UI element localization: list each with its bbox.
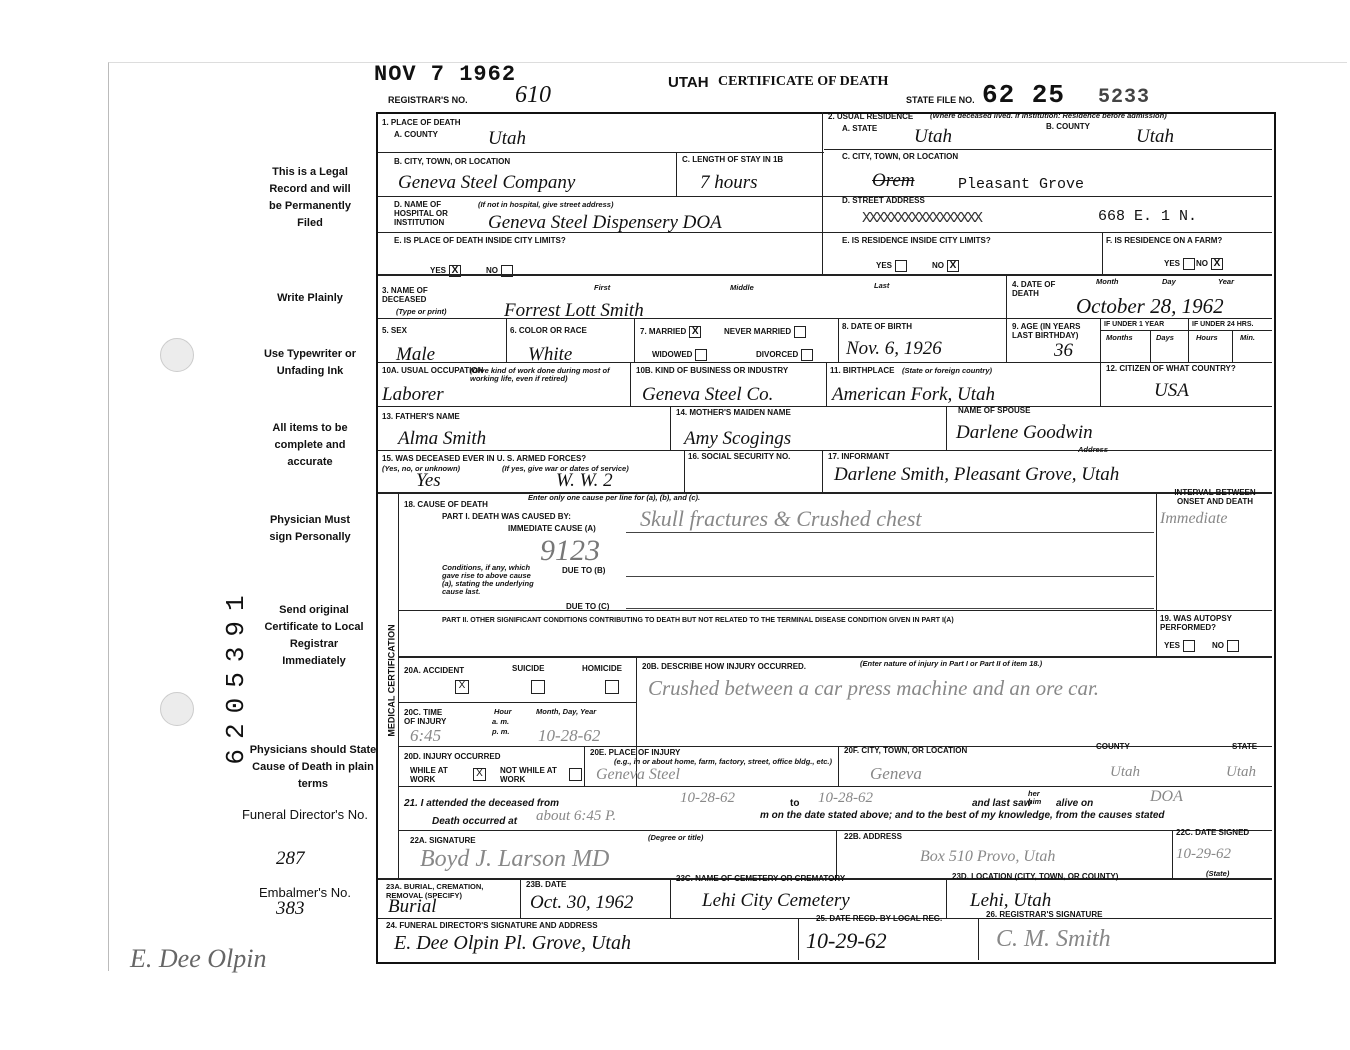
funeral-director-signature: E. Dee Olpin Pl. Grove, Utah xyxy=(394,932,631,954)
months-label: Months xyxy=(1106,333,1133,342)
immediate-cause: Skull fractures & Crushed chest xyxy=(640,506,922,531)
state-file-suffix: 5233 xyxy=(1098,86,1151,109)
title-main: CERTIFICATE OF DEATH xyxy=(718,74,889,89)
date-received: 10-29-62 xyxy=(806,928,887,953)
divider xyxy=(676,152,677,196)
conditions-note: Conditions, if any, which gave rise to above cause (a), stating the underlying cause last. xyxy=(442,563,534,596)
father-name: Alma Smith xyxy=(398,428,487,449)
res-state-label: A. STATE xyxy=(842,124,878,133)
note-typewriter: Use Typewriter or Unfading Ink xyxy=(263,348,357,377)
physician-signature: Boyd J. Larson MD xyxy=(420,846,610,872)
registrar-signature-label: 26. REGISTRAR'S SIGNATURE xyxy=(986,910,1103,919)
divider xyxy=(1006,318,1007,362)
armed-value: Yes xyxy=(416,470,441,491)
divider xyxy=(1100,330,1272,331)
divider xyxy=(378,362,1272,363)
stay-label: C. LENGTH OF STAY IN 1B xyxy=(682,155,784,164)
divider xyxy=(836,830,837,878)
ssn-label: 16. SOCIAL SECURITY NO. xyxy=(688,452,791,461)
under-1-year-label: IF UNDER 1 YEAR xyxy=(1104,321,1165,328)
attended-from: 10-28-62 xyxy=(680,790,735,806)
note-write-plainly: Write Plainly xyxy=(277,292,343,304)
cause-note: Enter only one cause per line for (a), (b), and (c). xyxy=(528,493,701,502)
address-label: Address xyxy=(1078,445,1109,454)
injury-county-label: COUNTY xyxy=(1096,742,1130,751)
place-of-injury: Geneva Steel xyxy=(596,766,680,783)
hospital-name: Geneva Steel Dispensery DOA xyxy=(488,212,722,233)
divorced-option[interactable]: DIVORCED xyxy=(756,349,813,361)
checkbox[interactable] xyxy=(895,260,907,272)
vertical-serial-number: 6205391 xyxy=(221,585,251,765)
divider xyxy=(1006,274,1007,318)
note-complete: All items to be complete and accurate xyxy=(272,422,348,468)
alive-on-label: alive on xyxy=(1056,798,1094,809)
alive-on: DOA xyxy=(1150,788,1183,805)
burial-label: 23A. BURIAL, CREMATION, REMOVAL (SPECIFY) xyxy=(386,882,484,900)
checkbox[interactable] xyxy=(695,349,707,361)
middle-label: Middle xyxy=(730,283,754,292)
how-injury: Crushed between a car press machine and an ore car. xyxy=(648,676,1100,700)
married-option[interactable]: 7. MARRIED X xyxy=(640,326,701,338)
divider xyxy=(822,450,823,492)
dob-label: 8. DATE OF BIRTH xyxy=(842,322,913,331)
suicide-label: SUICIDE xyxy=(512,664,545,673)
age-value: 36 xyxy=(1054,340,1073,361)
res-city-label: C. CITY, TOWN, OR LOCATION xyxy=(842,152,959,161)
res-city-struck: Orem xyxy=(872,170,915,191)
farm-no-option[interactable]: NO X xyxy=(1196,258,1223,270)
informant: Darlene Smith, Pleasant Grove, Utah xyxy=(834,464,1120,485)
divider xyxy=(1100,362,1101,406)
type-note: (Type or print) xyxy=(396,307,447,316)
divider xyxy=(838,318,839,362)
father-label: 13. FATHER'S NAME xyxy=(382,412,460,421)
divider xyxy=(670,406,671,450)
divider xyxy=(978,918,979,960)
divider xyxy=(506,318,507,362)
signature-label: 22A. SIGNATURE xyxy=(410,836,476,845)
farm-yes-option[interactable]: YES xyxy=(1164,258,1195,270)
part-2-label: PART II. OTHER SIGNIFICANT CONDITIONS CONTRIBUTING TO DEATH BUT NOT RELATED TO THE TERMINAL DISEASE CONDITION GIVEN IN PART I(A) xyxy=(442,617,954,624)
burial-location: Lehi, Utah xyxy=(970,890,1052,911)
death-county: Utah xyxy=(488,128,526,149)
burial-type: Burial xyxy=(388,896,437,917)
divider xyxy=(684,450,685,492)
divider xyxy=(1156,492,1157,656)
deceased-name: Forrest Lott Smith xyxy=(504,300,644,321)
residence-label: 2. USUAL RESIDENCE xyxy=(828,112,914,121)
autopsy-yes-option[interactable]: YES xyxy=(1164,640,1195,652)
divider xyxy=(398,492,399,878)
divider xyxy=(398,786,1272,787)
occupation: Laborer xyxy=(382,384,444,405)
business-label: 10B. KIND OF BUSINESS OR INDUSTRY xyxy=(636,366,789,375)
divider xyxy=(378,492,1272,494)
interval: Immediate xyxy=(1160,510,1228,527)
not-at-work-checkbox[interactable] xyxy=(569,768,582,781)
divider xyxy=(584,746,585,786)
how-injury-note: (Enter nature of injury in Part I or Part II of item 18.) xyxy=(860,659,1043,668)
divider xyxy=(1156,610,1272,611)
citizen: USA xyxy=(1154,380,1189,401)
divider xyxy=(398,610,1158,611)
hours-label: Hours xyxy=(1196,333,1218,342)
date-stamp: NOV 7 1962 xyxy=(374,62,517,87)
birthplace-note: (State or foreign country) xyxy=(902,366,993,375)
not-at-work-label: NOT WHILE AT WORK xyxy=(500,766,557,784)
month-label: Month xyxy=(1096,277,1119,286)
city-label: B. CITY, TOWN, OR LOCATION xyxy=(394,157,511,166)
suicide-checkbox[interactable] xyxy=(531,680,545,694)
divider xyxy=(1150,330,1151,362)
res-county-label: B. COUNTY xyxy=(1046,122,1090,131)
divider xyxy=(1232,330,1233,362)
death-city: Geneva Steel Company xyxy=(398,172,576,193)
mother-label: 14. MOTHER'S MAIDEN NAME xyxy=(676,408,791,417)
no-option[interactable]: NO xyxy=(486,265,513,277)
deceased-name-label: 3. NAME OF DECEASED xyxy=(382,286,428,304)
checkbox[interactable] xyxy=(1183,258,1195,270)
war-value: W. W. 2 xyxy=(556,470,613,491)
occurred-at-label: Death occurred at xyxy=(432,816,518,827)
divider xyxy=(1100,318,1101,362)
occurred-at: about 6:45 P. xyxy=(536,808,617,824)
while-at-work-checkbox[interactable]: X xyxy=(473,768,486,781)
date-received-label: 25. DATE RECD. BY LOCAL REG. xyxy=(816,914,943,923)
burial-date: Oct. 30, 1962 xyxy=(530,892,634,913)
accident-label: 20A. ACCIDENT xyxy=(404,666,465,675)
degree-label: (Degree or title) xyxy=(648,833,704,842)
divider xyxy=(824,149,1272,150)
min-label: Min. xyxy=(1240,333,1255,342)
divider xyxy=(838,746,839,786)
sex-label: 5. SEX xyxy=(382,326,407,335)
divider xyxy=(798,918,799,960)
how-injury-label: 20B. DESCRIBE HOW INJURY OCCURRED. xyxy=(642,662,807,671)
date-signed-label: 22C. DATE SIGNED xyxy=(1176,828,1250,837)
punch-hole xyxy=(160,692,194,726)
divider xyxy=(822,112,823,274)
hospital-note: (If not in hospital, give street address) xyxy=(478,200,614,209)
embalmer-label: Embalmer's No. xyxy=(258,885,352,900)
birthplace-label: 11. BIRTHPLACE xyxy=(830,366,895,375)
informant-label: 17. INFORMANT xyxy=(828,452,890,461)
days-label: Days xyxy=(1156,333,1174,342)
divider xyxy=(378,450,1272,451)
punch-hole xyxy=(160,338,194,372)
her-him-label: her him xyxy=(1028,789,1042,806)
checkbox-checked[interactable]: X xyxy=(947,260,959,272)
never-married-option[interactable]: NEVER MARRIED xyxy=(724,326,806,338)
burial-location-label: 23D. LOCATION (CITY, TOWN, OR COUNTY) xyxy=(952,872,1119,881)
inside-city-label: E. IS PLACE OF DEATH INSIDE CITY LIMITS? xyxy=(394,236,566,245)
am-label: a. m. xyxy=(492,717,510,726)
due-to-b-label: DUE TO (B) xyxy=(562,566,606,575)
while-at-work-label: WHILE AT WORK xyxy=(410,766,448,784)
due-to-c-label: DUE TO (C) xyxy=(566,602,610,611)
divider xyxy=(398,702,636,703)
res-street-label: D. STREET ADDRESS xyxy=(842,196,925,205)
note-send-original: Send original Certificate to Local Registrar Immediately xyxy=(264,604,364,667)
checkbox-checked[interactable]: X xyxy=(1211,258,1223,270)
race-label: 6. COLOR OR RACE xyxy=(510,326,587,335)
age-label: 9. AGE (IN YEARS LAST BIRTHDAY) xyxy=(1012,322,1081,340)
pm-label: p. m. xyxy=(492,727,510,736)
checkbox-checked[interactable]: X xyxy=(689,326,701,338)
note-physicians-cause: Physicians should State Cause of Death in plain terms xyxy=(249,744,377,790)
divider xyxy=(634,318,635,362)
under-24-hrs-label: IF UNDER 24 HRS. xyxy=(1192,321,1254,328)
county-label: A. COUNTY xyxy=(394,130,438,139)
funeral-director-no: 287 xyxy=(276,848,305,869)
part-1-label: PART I. DEATH WAS CAUSED BY: xyxy=(442,512,571,521)
yes-option[interactable]: YES X xyxy=(430,265,461,277)
birthplace: American Fork, Utah xyxy=(832,384,996,405)
physician-address-label: 22B. ADDRESS xyxy=(844,832,902,841)
attended-to: 10-28-62 xyxy=(818,790,873,806)
place-of-injury-note: (e.g., in or about home, farm, factory, street, office bldg., etc.) xyxy=(614,757,832,766)
injury-county: Utah xyxy=(1110,764,1140,780)
embalmer-no: 383 xyxy=(276,898,305,919)
homicide-label: HOMICIDE xyxy=(582,664,622,673)
date-of-death-label: 4. DATE OF DEATH xyxy=(1012,280,1056,298)
hospital-label: D. NAME OF HOSPITAL OR INSTITUTION xyxy=(394,200,448,227)
first-label: First xyxy=(594,283,611,292)
registrar-no-label: REGISTRAR'S NO. xyxy=(388,95,468,105)
time-of-injury: 6:45 xyxy=(410,726,442,745)
date-of-death: October 28, 1962 xyxy=(1076,294,1224,318)
autopsy-no-option[interactable]: NO xyxy=(1212,640,1239,652)
month-day-year-label: Month, Day, Year xyxy=(536,707,597,716)
armed-note-1: (Yes, no, or unknown) xyxy=(382,464,461,473)
mother-name: Amy Scogings xyxy=(684,428,792,449)
hour-label: Hour xyxy=(494,707,512,716)
interval-label: INTERVAL BETWEEN ONSET AND DEATH xyxy=(1174,488,1256,506)
divider xyxy=(520,878,521,918)
immediate-cause-label: IMMEDIATE CAUSE (A) xyxy=(508,524,596,533)
attended-label: 21. I attended the deceased from xyxy=(404,798,560,809)
registrar-no: 610 xyxy=(515,82,551,108)
date-signed: 10-29-62 xyxy=(1176,846,1231,862)
res-inside-label: E. IS RESIDENCE INSIDE CITY LIMITS? xyxy=(842,236,991,245)
divider xyxy=(670,878,671,918)
divider xyxy=(398,830,1272,831)
checkbox[interactable] xyxy=(801,349,813,361)
race-value: White xyxy=(528,344,573,365)
divider xyxy=(946,406,947,450)
bottom-signature: E. Dee Olpin xyxy=(130,944,267,973)
date-of-injury: 10-28-62 xyxy=(538,726,601,745)
day-label: Day xyxy=(1162,277,1176,286)
divider xyxy=(626,576,1154,577)
state-file-no: 62 25 xyxy=(982,80,1066,110)
residence-note: (Where deceased lived. If institution: Residence before admission) xyxy=(930,111,1167,120)
injury-city: Geneva xyxy=(870,764,922,783)
accident-checkbox[interactable]: X xyxy=(455,680,469,694)
cause-of-death-label: 18. CAUSE OF DEATH xyxy=(404,500,488,509)
spouse-name: Darlene Goodwin xyxy=(956,422,1093,443)
occupation-label: 10A. USUAL OCCUPATION xyxy=(382,366,484,375)
checkbox[interactable] xyxy=(501,265,513,277)
widowed-option[interactable]: WIDOWED xyxy=(652,349,707,361)
injury-state: Utah xyxy=(1226,764,1256,780)
divider xyxy=(626,532,1154,533)
funeral-director-sig-label: 24. FUNERAL DIRECTOR'S SIGNATURE AND ADDRESS xyxy=(386,921,598,930)
burial-date-label: 23B. DATE xyxy=(526,880,567,889)
res-city: Pleasant Grove xyxy=(958,176,1085,193)
note-legal-record: This is a Legal Record and will be Permanently Filed xyxy=(269,166,351,229)
res-street: 668 E. 1 N. xyxy=(1098,208,1198,225)
medical-certification-label: MEDICAL CERTIFICATION xyxy=(386,624,397,737)
to-label: to xyxy=(790,798,800,809)
date-of-birth: Nov. 6, 1926 xyxy=(846,338,942,359)
spouse-label: NAME OF SPOUSE xyxy=(958,406,1031,415)
title-state: UTAH xyxy=(668,74,709,91)
divider xyxy=(946,878,947,918)
last-saw-label: and last saw xyxy=(972,798,1032,809)
injury-state-label: STATE xyxy=(1232,742,1258,751)
armed-note-2: (If yes, give war or dates of service) xyxy=(502,464,629,473)
place-of-injury-label: 20E. PLACE OF INJURY xyxy=(590,748,681,757)
business: Geneva Steel Co. xyxy=(642,384,774,405)
res-state: Utah xyxy=(914,126,952,147)
divider xyxy=(1102,232,1103,274)
res-street-struck: XXXXXXXXXXXXXXXXX xyxy=(862,210,982,227)
checkbox[interactable] xyxy=(794,326,806,338)
burial-state-label: (State) xyxy=(1206,869,1230,878)
length-of-stay: 7 hours xyxy=(700,172,758,193)
autopsy-label: 19. WAS AUTOPSY PERFORMED? xyxy=(1160,614,1232,632)
divider xyxy=(378,196,1272,197)
divider xyxy=(378,152,824,153)
cause-code: 9123 xyxy=(540,534,600,567)
checkbox[interactable] xyxy=(1227,640,1239,652)
state-file-label: STATE FILE NO. xyxy=(906,95,975,105)
divider xyxy=(826,362,827,406)
farm-label: F. IS RESIDENCE ON A FARM? xyxy=(1106,236,1223,245)
checkbox-checked[interactable]: X xyxy=(449,265,461,277)
note-physician-sign: Physician Must sign Personally xyxy=(269,514,351,543)
divider xyxy=(1172,830,1173,878)
injury-city-label: 20F. CITY, TOWN, OR LOCATION xyxy=(844,746,968,755)
injury-occurred-label: 20D. INJURY OCCURRED xyxy=(404,752,501,761)
res-no-option[interactable]: NO X xyxy=(932,260,959,272)
citizen-label: 12. CITIZEN OF WHAT COUNTRY? xyxy=(1106,364,1236,373)
registrar-signature: C. M. Smith xyxy=(996,926,1111,952)
physician-address: Box 510 Provo, Utah xyxy=(920,848,1056,865)
place-of-death-label: 1. PLACE OF DEATH xyxy=(382,118,461,127)
time-of-injury-label: 20C. TIME OF INJURY xyxy=(404,708,447,726)
divider xyxy=(1188,318,1189,362)
res-yes-option[interactable]: YES xyxy=(876,260,907,272)
divider xyxy=(398,746,1272,747)
divider xyxy=(378,406,1272,407)
last-label: Last xyxy=(874,281,890,290)
divider xyxy=(398,656,1272,658)
funeral-director-label: Funeral Director's No. xyxy=(241,807,369,822)
armed-forces-label: 15. WAS DECEASED EVER IN U. S. ARMED FORCES? xyxy=(382,454,587,463)
res-county: Utah xyxy=(1136,126,1174,147)
checkbox[interactable] xyxy=(1183,640,1195,652)
divider xyxy=(626,608,1154,609)
occupation-note: (Give kind of work done during most of working life, even if retired) xyxy=(470,366,610,383)
divider xyxy=(630,362,631,406)
sex-value: Male xyxy=(396,344,436,365)
homicide-checkbox[interactable] xyxy=(605,680,619,694)
cemetery-label: 23C. NAME OF CEMETERY OR CREMATORY xyxy=(676,874,846,883)
occurred-tail: m on the date stated above; and to the best of my knowledge, from the causes stated xyxy=(760,810,1165,821)
cemetery: Lehi City Cemetery xyxy=(702,890,850,911)
year-label: Year xyxy=(1218,277,1234,286)
